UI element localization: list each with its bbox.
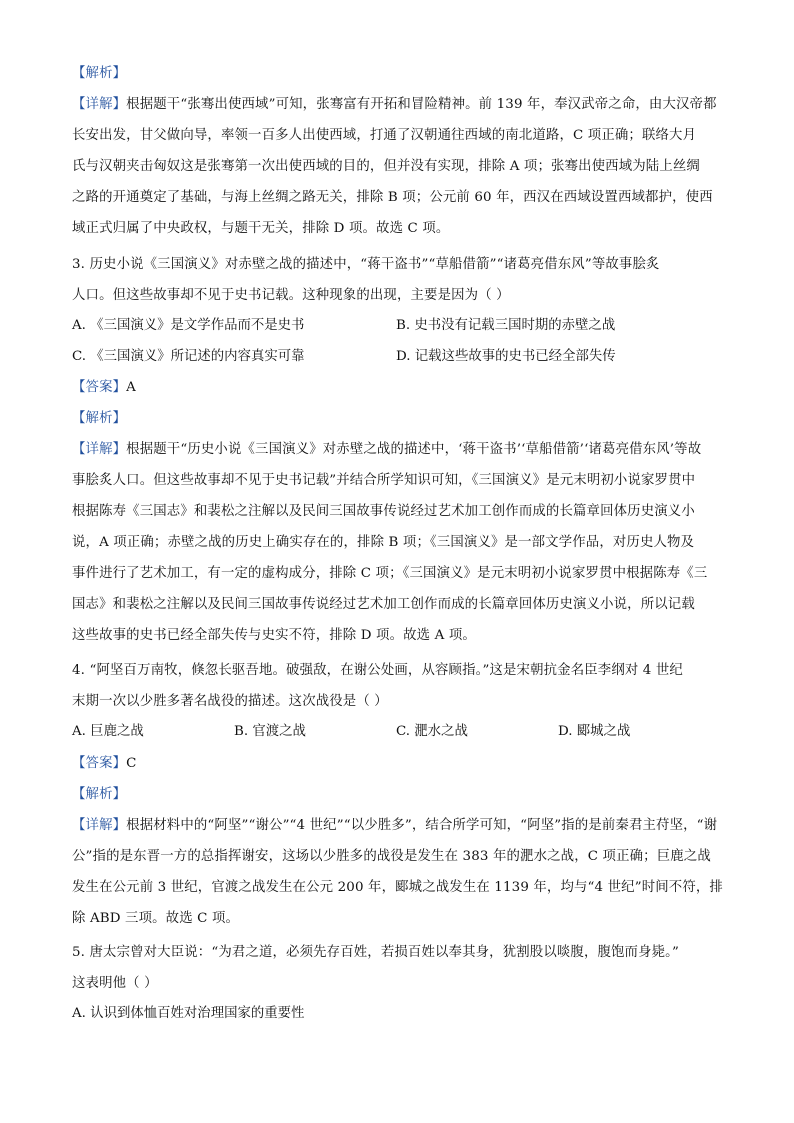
question-5-stem: 5. 唐太宗曾对大臣说：“为君之道，必须先存百姓，若损百姓以奉其身，犹割股以啖腹，腹饱而身毙。” — [72, 945, 680, 960]
q3-detail-line: 说，A 项正确；赤壁之战的历史上确实存在的，排除 B 项；《三国演义》是一部文学作品，对历史人物及 — [72, 535, 695, 550]
q4-detail-line: 发生在公元前 3 世纪，官渡之战发生在公元 200 年，郾城之战发生在 1139 年，均与“4 世纪”时间不符，排 — [72, 880, 723, 895]
question-4-stem: 末期一次以少胜多著名战役的描述。这次战役是（ ） — [72, 694, 388, 709]
detail-line: 氏与汉朝夹击匈奴这是张骞第一次出使西域的目的，但并没有实现，排除 A 项；张骞出使西域为陆上丝绸 — [72, 159, 700, 174]
q4-option-a: A. 巨鹿之战 — [72, 724, 144, 739]
analysis-tag: 【解析】 — [72, 411, 127, 426]
q3-detail-line: 这些故事的史书已经全部失传与史实不符，排除 D 项。故选 A 项。 — [72, 628, 476, 643]
answer-tag: 【答案】 — [72, 380, 127, 395]
detail-tag: 【详解】 — [72, 818, 127, 833]
q3-option-d: D. 记载这些故事的史书已经全部失传 — [396, 349, 616, 364]
q3-answer: 【答案】A — [72, 380, 136, 395]
q4-detail-line: 公”指的是东晋一方的总指挥谢安，这场以少胜多的战役是发生在 383 年的淝水之战，C 项正确；巨鹿之战 — [72, 849, 711, 864]
q3-detail-line: 事件进行了艺术加工，有一定的虚构成分，排除 C 项；《三国演义》是元末明初小说家罗贯中根据陈寿《三 — [72, 566, 708, 581]
analysis-tag: 【解析】 — [72, 66, 127, 81]
q4-option-b: B. 官渡之战 — [234, 724, 306, 739]
detail-tag: 【详解】 — [72, 97, 127, 112]
question-4-stem: 4. “阿坚百万南牧，倏忽长驱吾地。破强敌，在谢公处画，从容顾指。”这是宋朝抗金名臣李纲对 4 世纪 — [72, 663, 683, 678]
answer-tag: 【答案】 — [72, 756, 127, 771]
q4-detail-line: 除 ABD 三项。故选 C 项。 — [72, 911, 240, 926]
question-5-stem: 这表明他（ ） — [72, 976, 158, 991]
detail-line: 域正式归属了中央政权，与题干无关，排除 D 项。故选 C 项。 — [72, 221, 450, 236]
analysis-tag: 【解析】 — [72, 787, 127, 802]
q5-option-a: A. 认识到体恤百姓对治理国家的重要性 — [72, 1006, 305, 1021]
detail-line: 【详解】根据题干“张骞出使西域”可知，张骞富有开拓和冒险精神。前 139 年，奉汉武帝之命，由大汉帝都 — [72, 97, 717, 112]
detail-tag: 【详解】 — [72, 442, 127, 457]
q4-detail-line: 【详解】根据材料中的“阿坚”“谢公”“4 世纪”“以少胜多”，结合所学可知，“阿坚”指的是前秦君主苻坚，“谢 — [72, 818, 718, 833]
q3-detail-line: 事脍炙人口。但这些故事却不见于史书记载”并结合所学知识可知，《三国演义》是元末明初小说家罗贯中 — [72, 473, 696, 488]
q3-option-b: B. 史书没有记载三国时期的赤壁之战 — [396, 318, 616, 333]
q3-detail-line: 国志》和裴松之注解以及民间三国故事传说经过艺术加工创作而成的长篇章回体历史演义小说，所以记载 — [72, 597, 695, 612]
question-3-stem: 人口。但这些故事却不见于史书记载。这种现象的出现，主要是因为（ ） — [72, 288, 510, 303]
detail-line: 长安出发，甘父做向导，率领一百多人出使西域，打通了汉朝通往西域的南北道路，C 项正确；联络大月 — [72, 128, 697, 143]
q3-detail-line: 根据陈寿《三国志》和裴松之注解以及民间三国故事传说经过艺术加工创作而成的长篇章回体历史演义小 — [72, 504, 695, 519]
q3-option-a: A. 《三国演义》是文学作品而不是史书 — [72, 318, 305, 333]
q4-option-d: D. 郾城之战 — [558, 724, 631, 739]
detail-line: 之路的开通奠定了基础，与海上丝绸之路无关，排除 B 项；公元前 60 年，西汉在西域设置西域都护，使西 — [72, 190, 713, 205]
q3-detail-line: 【详解】根据题干“历史小说《三国演义》对赤壁之战的描述中，‘蒋干盗书’‘草船借箭’‘诸葛亮借东风’等故 — [72, 442, 702, 457]
q3-option-c: C. 《三国演义》所记述的内容真实可靠 — [72, 349, 305, 364]
q4-option-c: C. 淝水之战 — [396, 724, 468, 739]
question-3-stem: 3. 历史小说《三国演义》对赤壁之战的描述中，“蒋干盗书”“草船借箭”“诸葛亮借东风”等故事脍炙 — [72, 257, 660, 272]
q4-answer: 【答案】C — [72, 756, 137, 771]
